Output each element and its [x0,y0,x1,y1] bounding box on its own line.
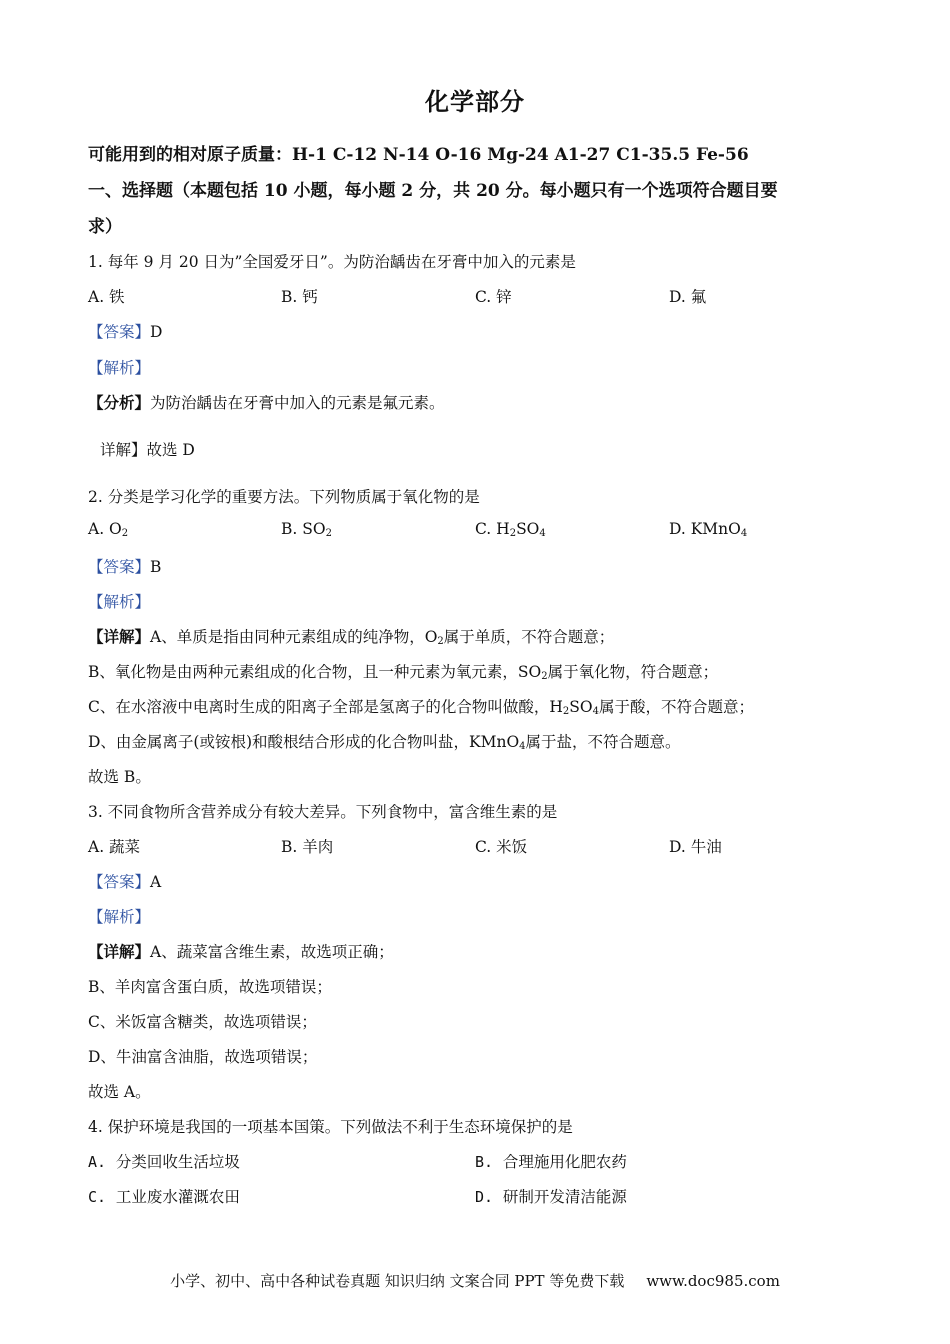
q2-detail-c: C、在水溶液中电离时生成的阳离子全部是氢离子的化合物叫做酸，$H_2SO_4$属于酸，不符合题意； [88,698,754,717]
q2-analysis-label: 【解析】 [88,593,151,611]
q1-detail: 详解】故选 D [100,441,195,459]
answer-label: 【答案】 [88,323,151,341]
q2-answer-value: B [150,558,162,576]
section-heading-cont: 求） [88,217,122,237]
q1-fenxi-text: 为防治龋齿在牙膏中加入的元素是氟元素。 [150,394,445,412]
q2-option-c: C. $H_2SO_4$ [475,520,546,539]
q3-option-c: C. 米饭 [475,838,528,856]
q1-fenxi [88,391,445,413]
q4-option-b: B. 合理施用化肥农药 [475,1153,627,1171]
q4-option-a: A. 分类回收生活垃圾 [88,1153,240,1171]
page-title: 化学部分 [425,87,525,116]
q2-option-a: A. $O_2$ [88,520,129,539]
q4-stem: 4. 保护环境是我国的一项基本国策。下列做法不利于生态环境保护的是 [88,1118,573,1136]
q3-detail-c: C、米饭富含糖类，故选项错误； [88,1013,317,1031]
q3-detail-d: D、牛油富含油脂，故选项错误； [88,1048,318,1066]
q2-detail-b: B、氧化物是由两种元素组成的化合物，且一种元素为氧元素，$SO_2$属于氧化物，符合题意； [88,663,719,682]
answer-label: 【答案】 [88,558,151,576]
q2-option-b: B. $SO_2$ [281,520,332,539]
q1-answer-value: D [150,323,163,341]
q3-detail-b: B、羊肉富含蛋白质，故选项错误； [88,978,332,996]
footer-text: 小学、初中、高中各种试卷真题 知识归纳 文案合同 PPT 等免费下载 [170,1272,625,1290]
q3-option-a: A. 蔬菜 [88,838,141,856]
q2-option-d: D. KMnO$_4$ [669,520,748,539]
q1-analysis-label: 【解析】 [88,359,151,377]
q1-option-d: D. 氟 [669,288,707,306]
q3-option-d: D. 牛油 [669,838,722,856]
fenxi-label: 【分析】 [88,393,151,412]
q3-answer [88,870,161,892]
answer-label: 【答案】 [88,873,151,891]
q1-option-c: C. 锌 [475,288,512,306]
q4-option-c: C. 工业废水灌溉农田 [88,1188,240,1206]
detail-label: 【详解】 [88,627,151,646]
q2-stem: 2. 分类是学习化学的重要方法。下列物质属于氧化物的是 [88,488,480,506]
q1-option-b: B. 钙 [281,288,318,306]
q1-stem: 1. 每年 9 月 20 日为”全国爱牙日”。为防治龋齿在牙膏中加入的元素是 [88,253,576,271]
q3-conclusion: 故选 A。 [88,1083,151,1101]
q3-stem: 3. 不同食物所含营养成分有较大差异。下列食物中，富含维生素的是 [88,803,558,821]
atomic-mass-line: 可能用到的相对原子质量：H-1 C-12 N-14 O-16 Mg-24 A1-27 C1-35.5 Fe-56 [88,145,749,165]
q1-option-a: A. 铁 [88,288,125,306]
footer-url[interactable]: www.doc985.com [646,1272,780,1290]
q1-answer [88,320,162,342]
page-footer [0,1270,950,1291]
q2-detail-a: 【详解】A、单质是指由同种元素组成的纯净物，$O_2$属于单质，不符合题意； [88,627,615,647]
q2-detail-d: D、由金属离子(或铵根)和酸根结合形成的化合物叫盐，KMnO$_4$属于盐，不符合题意。 [88,733,681,752]
q2-answer [88,555,161,577]
section-heading: 一、选择题（本题包括 10 小题，每小题 2 分，共 20 分。每小题只有一个选项符合题目要 [88,181,778,201]
q3-detail-a: 【详解】A、蔬菜富含维生素，故选项正确； [88,942,394,961]
q2-conclusion: 故选 B。 [88,768,151,786]
q4-option-d: D. 研制开发清洁能源 [475,1188,627,1206]
detail-label: 【详解】 [88,942,151,961]
q3-answer-value: A [150,873,162,891]
q3-option-b: B. 羊肉 [281,838,334,856]
q3-analysis-label: 【解析】 [88,908,151,926]
